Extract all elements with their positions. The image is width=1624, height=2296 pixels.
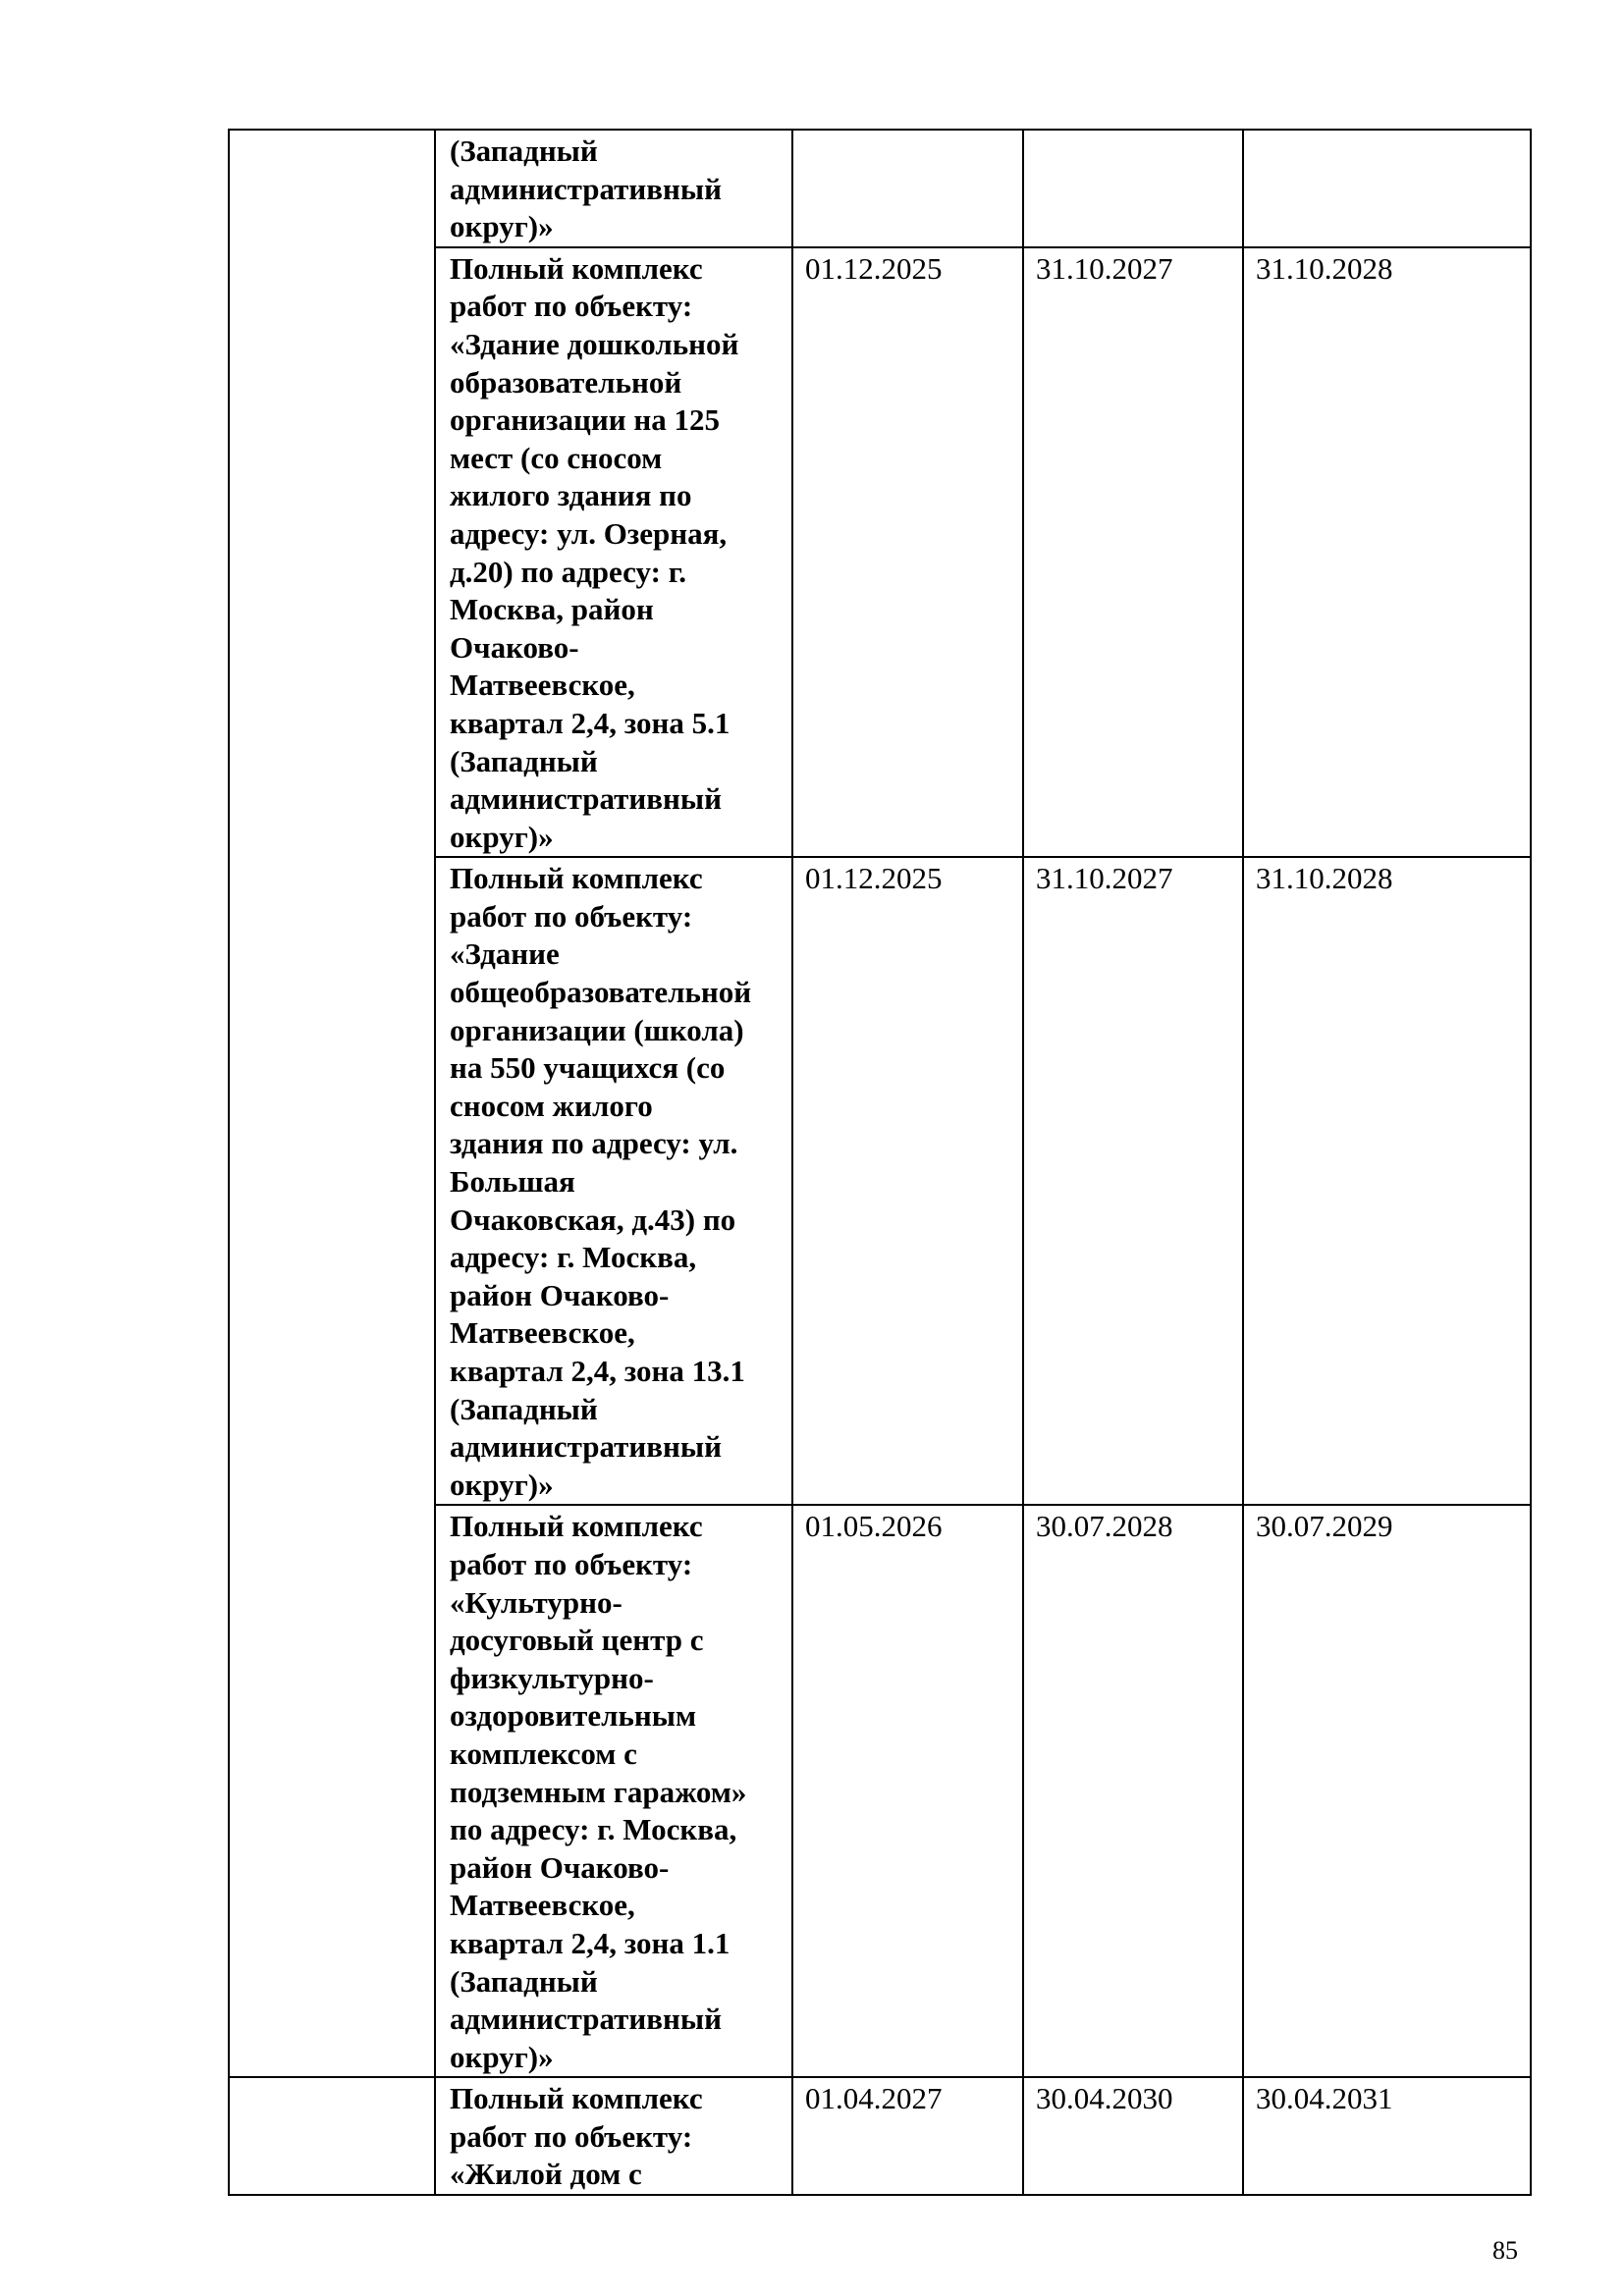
object-text-line: досуговый центр с	[450, 1623, 704, 1658]
object-text-line: (Западный	[450, 743, 598, 778]
blank-cell	[229, 247, 435, 858]
schedule-table	[228, 129, 1532, 2196]
table-row	[229, 857, 1531, 1505]
start-date: 01.12.2025	[792, 857, 1023, 1505]
object-text-line: общеобразовательной	[450, 975, 752, 1010]
object-text-line: Полный комплекс	[450, 2081, 703, 2116]
object-text-line: работ по объекту:	[450, 2118, 693, 2154]
start-date	[792, 130, 1023, 247]
end-date: 30.07.2028	[1023, 1505, 1243, 2077]
blank-cell	[229, 857, 435, 1505]
object-text-line: организации (школа)	[450, 1012, 744, 1047]
table-row	[229, 130, 1531, 247]
blank-cell	[229, 2077, 435, 2195]
object-text-line: по адресу: г. Москва,	[450, 1812, 737, 1847]
object-text-line: Матвеевское,	[450, 1888, 635, 1923]
object-text-line: (Западный	[450, 1963, 598, 1999]
object-description	[435, 2077, 792, 2195]
object-text-line: оздоровительным	[450, 1698, 697, 1734]
object-text-line: административный	[450, 171, 722, 206]
object-text-line: административный	[450, 1429, 722, 1465]
object-text-line: район Очаково-	[450, 1849, 670, 1885]
object-text-line: Очаковская, д.43) по	[450, 1201, 736, 1237]
object-text-line: Полный комплекс	[450, 861, 703, 896]
final-date: 30.04.2031	[1243, 2077, 1531, 2195]
table-row	[229, 2077, 1531, 2195]
object-description	[435, 1505, 792, 2077]
start-date: 01.12.2025	[792, 247, 1023, 858]
object-text-line: «Здание	[450, 936, 560, 972]
object-text-line: Большая	[450, 1164, 575, 1200]
object-text-line: физкультурно-	[450, 1660, 654, 1695]
object-text-line: (Западный	[450, 1391, 598, 1426]
object-text-line: подземным гаражом»	[450, 1774, 747, 1809]
object-text-line: работ по объекту:	[450, 289, 693, 324]
object-text-line: округ)»	[450, 209, 554, 244]
table-row	[229, 1505, 1531, 2077]
final-date	[1243, 130, 1531, 247]
object-text-line: адресу: ул. Озерная,	[450, 515, 728, 551]
object-text-line: «Культурно-	[450, 1584, 623, 1620]
blank-cell	[229, 1505, 435, 2077]
final-date: 31.10.2028	[1243, 857, 1531, 1505]
final-date: 30.07.2029	[1243, 1505, 1531, 2077]
object-text-line: район Очаково-	[450, 1277, 670, 1312]
object-text-line: адресу: г. Москва,	[450, 1240, 697, 1275]
object-text-line: квартал 2,4, зона 13.1	[450, 1354, 745, 1388]
schedule-table-body	[229, 130, 1531, 2195]
end-date: 30.04.2030	[1023, 2077, 1243, 2195]
object-text-line: Полный комплекс	[450, 1509, 703, 1544]
table-row	[229, 247, 1531, 858]
end-date: 31.10.2027	[1023, 247, 1243, 858]
end-date	[1023, 130, 1243, 247]
object-text-line: комплексом с	[450, 1735, 637, 1771]
object-text-line: квартал 2,4, зона 5.1	[450, 705, 731, 740]
object-text-line: административный	[450, 781, 722, 817]
object-description	[435, 857, 792, 1505]
object-text-line: работ по объекту:	[450, 1546, 693, 1581]
blank-cell	[229, 130, 435, 247]
object-text-line: «Жилой дом с	[450, 2157, 642, 2192]
object-text-line: Полный комплекс	[450, 250, 703, 286]
object-text-line: образовательной	[450, 364, 682, 400]
end-date: 31.10.2027	[1023, 857, 1243, 1505]
object-text-line: квартал 2,4, зона 1.1	[450, 1925, 731, 1960]
object-text-line: работ по объекту:	[450, 898, 693, 934]
object-text-line: организации на 125	[450, 402, 720, 438]
page-number: 85	[1492, 2236, 1518, 2265]
start-date: 01.05.2026	[792, 1505, 1023, 2077]
object-text-line: Матвеевское,	[450, 667, 635, 703]
object-text-line: Москва, район	[450, 592, 654, 627]
object-text-line: административный	[450, 2002, 722, 2037]
start-date: 01.04.2027	[792, 2077, 1023, 2195]
object-text-line: здания по адресу: ул.	[450, 1126, 738, 1161]
object-text-line: округ)»	[450, 819, 554, 854]
object-text-line: д.20) по адресу: г.	[450, 554, 687, 589]
object-text-line: Очаково-	[450, 629, 579, 665]
object-description	[435, 130, 792, 247]
object-text-line: «Здание дошкольной	[450, 326, 739, 361]
object-description	[435, 247, 792, 858]
object-text-line: (Западный	[450, 133, 598, 168]
final-date: 31.10.2028	[1243, 247, 1531, 858]
object-text-line: сносом жилого	[450, 1088, 653, 1123]
object-text-line: округ)»	[450, 2039, 554, 2074]
object-text-line: округ)»	[450, 1467, 554, 1502]
object-text-line: мест (со сносом	[450, 440, 663, 475]
object-text-line: жилого здания по	[450, 478, 692, 513]
object-text-line: Матвеевское,	[450, 1315, 635, 1351]
object-text-line: на 550 учащихся (со	[450, 1050, 726, 1086]
